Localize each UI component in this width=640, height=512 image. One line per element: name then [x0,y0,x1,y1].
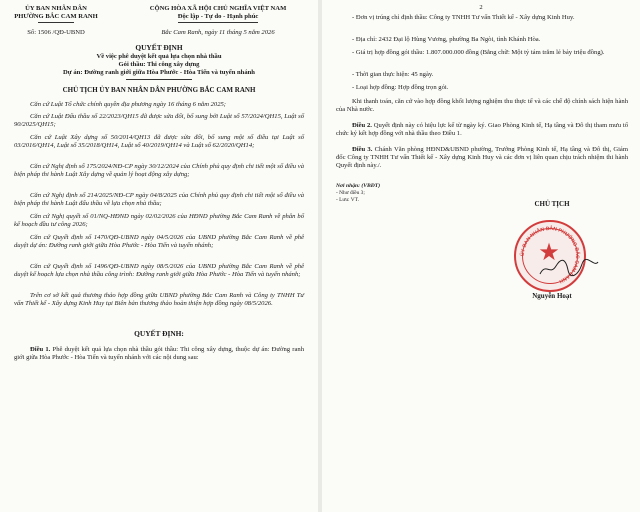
title-underline [126,79,192,80]
place-date: Bắc Cam Ranh, ngày 11 tháng 5 năm 2026 [161,29,275,36]
signer-name: Nguyễn Hoạt [532,292,572,300]
agency-ward: PHƯỜNG BẮC CAM RANH [14,13,98,20]
handwritten-signature [536,258,602,280]
duration-item: - Thời gian thực hiện: 45 ngày. [352,71,434,78]
subject-line-1: Về việc phê duyệt kết quả lựa chọn nhà thầu [96,53,222,60]
legal-basis-3: Căn cứ Luật Xây dựng số 50/2014/QH13 đã được sửa đổi, bổ sung một số điều tại Luật số 03/2016/QH14, Luật số 35/2018/QH14, Luật số 40/2019/QH14 và Luật số 62/2020/QH14; [14,134,304,150]
article-1-label: Điều 1. [30,346,51,353]
article-2-label: Điều 2. [352,122,372,129]
recipients-label: Nơi nhận: (VBĐT) [336,183,381,189]
recipients-tag: (VBĐT) [361,183,381,189]
decides-heading: QUYẾT ĐỊNH: [134,329,184,338]
signer-title: CHỦ TỊCH [534,200,570,208]
official-seal [514,220,586,292]
recipient-1: - Như điều 3; [336,190,365,196]
legal-basis-5: Căn cứ Nghị định số 214/2025/NĐ-CP ngày 04/8/2025 của Chính phủ quy định chi tiết một số điều và biện pháp thi hành Luật đấu thầu về lựa chọn nhà thầu; [14,192,304,208]
article-3 [336,146,628,171]
svg-text:ỦY BAN NHÂN DÂN PHƯỜNG BẮC CAM: ỦY BAN NHÂN DÂN PHƯỜNG BẮC CAM RANH [519,225,581,285]
legal-basis-2: Căn cứ Luật Đấu thầu số 22/2023/QH15 đã được sửa đổi, bổ sung bởi Luật số 57/2024/QH15, Luật số 90/2025/QH15; [14,113,304,129]
authority-heading: CHỦ TỊCH ỦY BAN NHÂN DÂN PHƯỜNG BẮC CAM RANH [62,86,256,94]
agency-underline [38,22,74,23]
document-page-1 [0,0,318,512]
legal-basis-6: Căn cứ Nghị quyết số 01/NQ-HĐND ngày 02/02/2026 của HĐND phường Bắc Cam Ranh về phân bổ kế hoạch đầu tư công 2026; [14,213,304,229]
article-2 [336,122,628,138]
payment-note: Khi thanh toán, căn cứ vào hợp đồng khối lượng nghiệm thu thực tế và các chế độ chính sách hiện hành của Nhà nước. [336,98,628,114]
negotiation-basis: Trên cơ sở kết quả thương thảo hợp đồng giữa UBND phường Bắc Cam Ranh và Công ty TNHH Tư vấn Thiết kế - Xây dựng Kinh Huy tại Biên bản thương thảo hoàn thiện hợp đồng ngày 08/5/2026. [14,292,304,308]
recipient-2: - Lưu: VT. [336,197,359,203]
contract-value-item: - Giá trị hợp đồng gói thầu: 1.807.000.000 đồng (Bằng chữ: Một tỷ tám trăm lẻ bảy triệu đồng). [352,49,605,56]
subject-line-2: Gói thầu: Thi công xây dựng [118,61,200,68]
article-1-text: Phê duyệt kết quả lựa chọn nhà thầu gói thầu: Thi công xây dựng, thuộc dự án: Đường ranh giới giữa Hòa Phước - Hòa Tiến và tuyến nhánh với các nội dung sau: [14,346,304,362]
article-2-text: Quyết định này có hiệu lực kể từ ngày ký. Giao Phòng Kinh tế, Hạ tầng và Đô thị tham mưu tổ chức ký kết hợp đồng với nhà thầu theo Điều 1. [336,122,628,138]
article-1 [14,346,304,362]
contractor-item: - Đơn vị trúng chỉ định thầu: Công ty TNHH Tư vấn Thiết kế - Xây dựng Kinh Huy. [352,14,575,21]
document-page-2 [322,0,640,512]
page-number: 2 [479,4,483,11]
national-motto: Độc lập - Tự do - Hạnh phúc [177,13,259,20]
subject-line-3: Dự án: Đường ranh giới giữa Hòa Phước - Hòa Tiến và tuyến nhánh [63,69,255,76]
contract-type-item: - Loại hợp đồng: Hợp đồng trọn gói. [352,84,449,91]
legal-basis-8: Căn cứ Quyết định số 1496/QĐ-UBND ngày 08/5/2026 của UBND phường Bắc Cam Ranh về phê duyệt kế hoạch lựa chọn nhà thầu công trình: Đường ranh giới giữa Hòa Phước - Hòa Tiến và tuyến nhánh; [14,263,304,279]
agency-name: ỦY BAN NHÂN DÂN [25,5,87,12]
article-3-text: Chánh Văn phòng HĐND&UBND phường, Trưởng Phòng Kinh tế, Hạ tầng và Đô thị, Giám đốc Công ty TNHH Tư vấn Thiết kế - Xây dựng Kinh Huy và các đơn vị liên quan chịu trách nhiệm thi hành Quyết định này./. [336,146,628,170]
legal-basis-4: Căn cứ Nghị định số 175/2024/NĐ-CP ngày 30/12/2024 của Chính phủ quy định chi tiết một số điều và biện pháp thi hành Luật Xây dựng về quản lý hoạt động xây dựng; [14,163,304,179]
country-name: CỘNG HÒA XÃ HỘI CHỦ NGHĨA VIỆT NAM [149,5,287,12]
legal-basis-1: Căn cứ Luật Tổ chức chính quyền địa phương ngày 16 tháng 6 năm 2025; [30,101,226,108]
address-item: - Địa chỉ: 2432 Đại lộ Hùng Vương, phường Ba Ngòi, tỉnh Khánh Hòa. [352,36,541,43]
legal-basis-7: Căn cứ Quyết định số 1470/QĐ-UBND ngày 04/5/2026 của UBND phường Bắc Cam Ranh về phê duyệt dự án: Đường ranh giới giữa Hòa Phước - Hòa Tiến và tuyến nhánh; [14,234,304,250]
document-type: QUYẾT ĐỊNH [135,43,183,52]
star-icon: ★ [538,240,560,266]
motto-underline [178,22,258,23]
article-3-label: Điều 3. [352,146,373,153]
document-number: Số: 1506 /QĐ-UBND [27,29,85,36]
